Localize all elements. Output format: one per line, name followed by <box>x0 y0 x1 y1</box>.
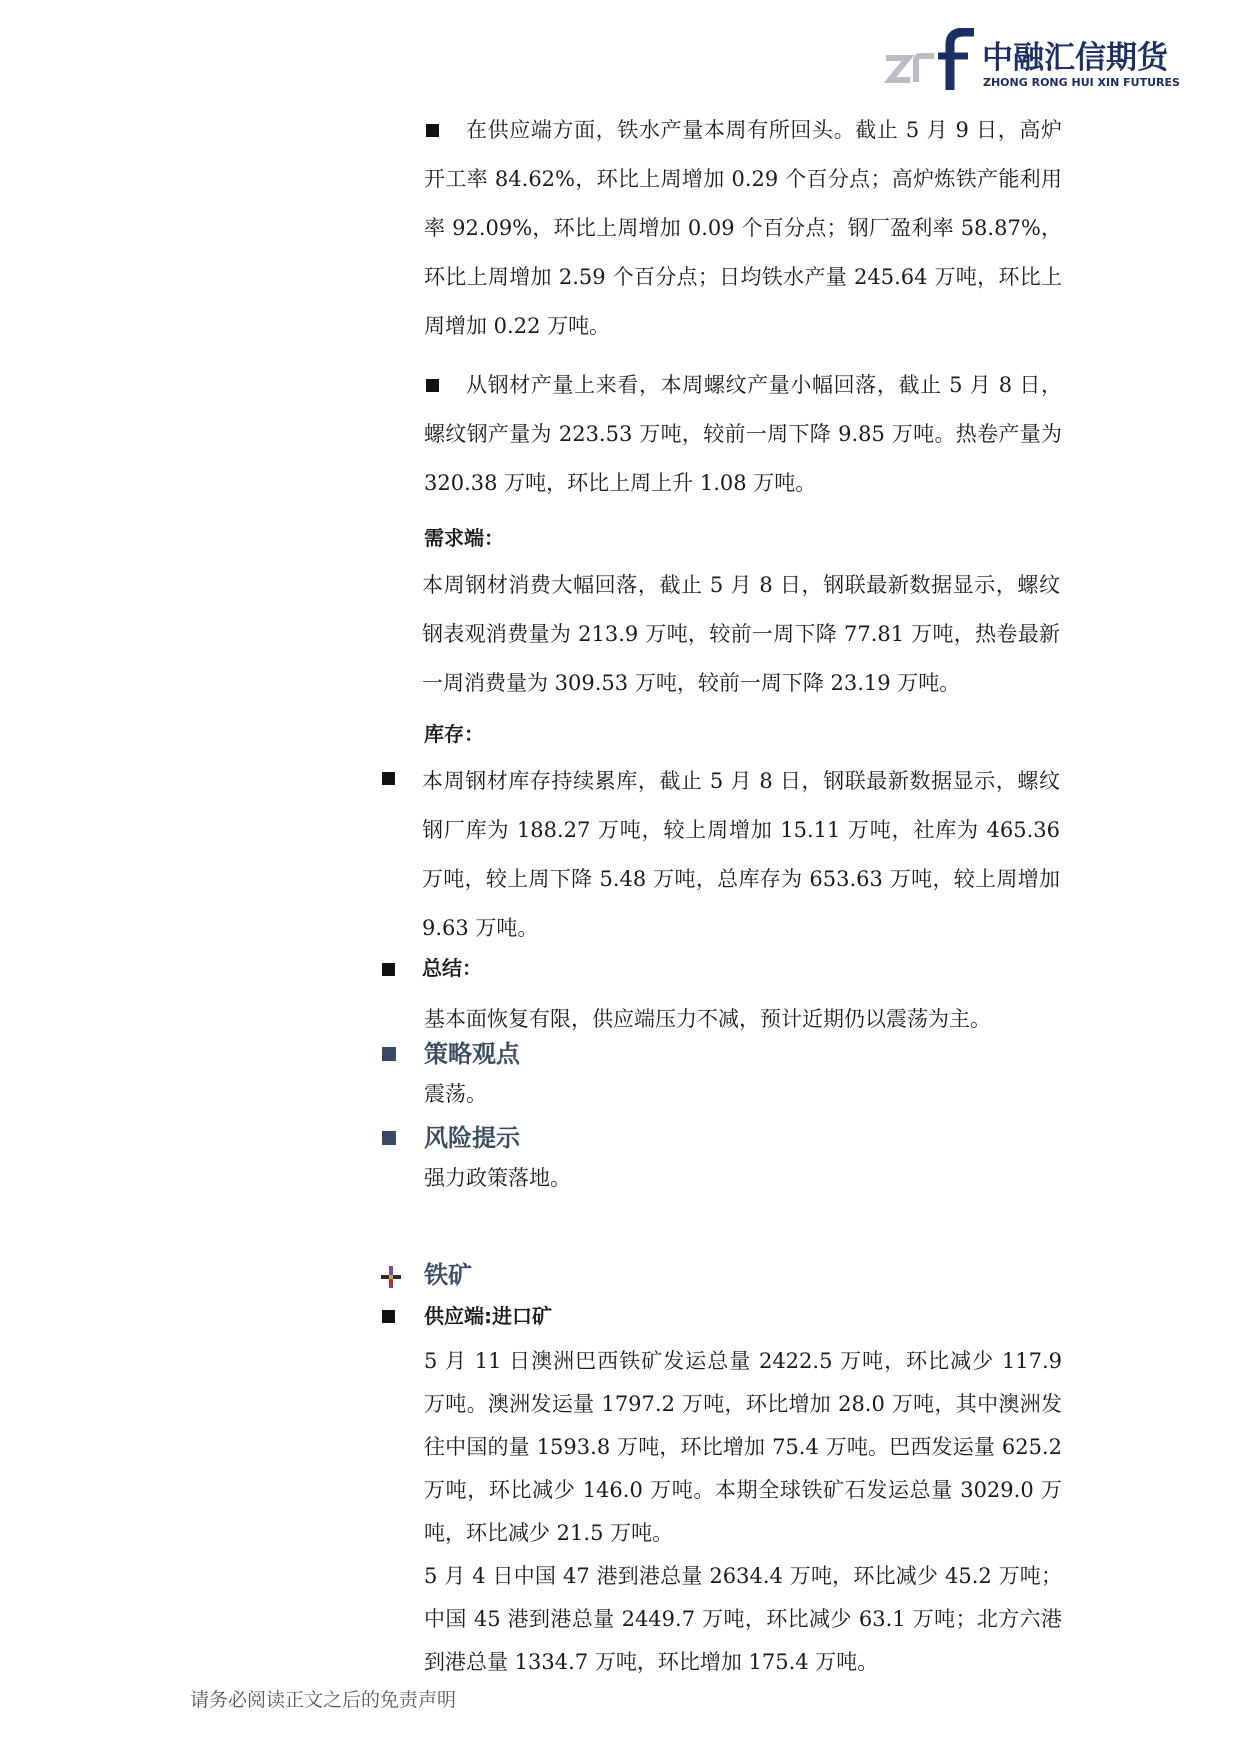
bullet-square-icon <box>382 1310 395 1323</box>
inventory-label: 库存： <box>424 722 484 746</box>
summary-label: 总结： <box>422 956 482 980</box>
footer-disclaimer: 请务必阅读正文之后的免责声明 <box>190 1689 457 1711</box>
bullet-square-icon <box>382 963 395 976</box>
summary-paragraph: 基本面恢复有限，供应端压力不减，预计近期仍以震荡为主。 <box>424 1007 991 1031</box>
bullet-square-icon <box>382 772 395 785</box>
risk-text: 强力政策落地。 <box>424 1166 571 1190</box>
risk-title: 风险提示 <box>424 1124 520 1152</box>
bullet-square-icon <box>426 379 439 392</box>
demand-label: 需求端： <box>424 526 504 550</box>
supply-text: 在供应端方面，铁水产量本周有所回头。截止 5 月 9 日，高炉开工率 84.62%，环比上周增加 0.29 个百分点；高炉炼铁产能利用率 92.09%，环比上周增加 0.09 个百分点；钢厂盈利率 58.87%，环比上周增加 2.59 个百分点；日均铁水产量 245.64 万吨，环比上周增加 0.22 万吨。 <box>424 118 1062 338</box>
steel-output-text: 从钢材产量上来看，本周螺纹产量小幅回落，截止 5 月 8 日，螺纹钢产量为 223.53 万吨，较前一周下降 9.85 万吨。热卷产量为 320.38 万吨，环比上周上升 1.08 万吨。 <box>424 373 1062 495</box>
strategy-title: 策略观点 <box>424 1040 520 1068</box>
bullet-square-icon <box>382 1131 396 1145</box>
section-marker-icon <box>381 1266 401 1288</box>
inventory-paragraph: 本周钢材库存持续累库，截止 5 月 8 日，钢联最新数据显示，螺纹钢厂库为 188.27 万吨，较上周增加 15.11 万吨，社库为 465.36 万吨，较上周下降 5.48 万吨，总库存为 653.63 万吨，较上周增加 9.63 万吨。 <box>422 769 1060 940</box>
steel-output-paragraph <box>424 361 1062 508</box>
brand-name-cn: 中融汇信期货 <box>982 40 1168 76</box>
brand-name-en: ZHONG RONG HUI XIN FUTURES <box>983 76 1180 89</box>
iron-arrival-paragraph: 5 月 4 日中国 47 港到港总量 2634.4 万吨，环比减少 45.2 万吨；中国 45 港到港总量 2449.7 万吨，环比减少 63.1 万吨；北方六港到港总量 1334.7 万吨，环比增加 175.4 万吨。 <box>424 1564 1062 1674</box>
bullet-square-icon <box>426 124 439 137</box>
supply-paragraph <box>424 106 1062 351</box>
demand-paragraph: 本周钢材消费大幅回落，截止 5 月 8 日，钢联最新数据显示，螺纹钢表观消费量为 213.9 万吨，较前一周下降 77.81 万吨，热卷最新一周消费量为 309.53 万吨，较前一周下降 23.19 万吨。 <box>422 573 1060 695</box>
strategy-text: 震荡。 <box>424 1082 487 1106</box>
iron-supply-label: 供应端:进口矿 <box>424 1304 552 1328</box>
iron-shipment-paragraph: 5 月 11 日澳洲巴西铁矿发运总量 2422.5 万吨，环比减少 117.9 万吨。澳洲发运量 1797.2 万吨，环比增加 28.0 万吨，其中澳洲发往中国的量 1593.8 万吨，环比增加 75.4 万吨。巴西发运量 625.2 万吨，环比减少 146.0 万吨。本期全球铁矿石发运总量 3029.0 万吨，环比减少 21.5 万吨。 <box>424 1349 1062 1545</box>
company-logo <box>884 28 1180 94</box>
zrf-logo-icon <box>884 28 976 92</box>
iron-ore-title: 铁矿 <box>424 1261 472 1289</box>
bullet-square-icon <box>382 1047 396 1061</box>
